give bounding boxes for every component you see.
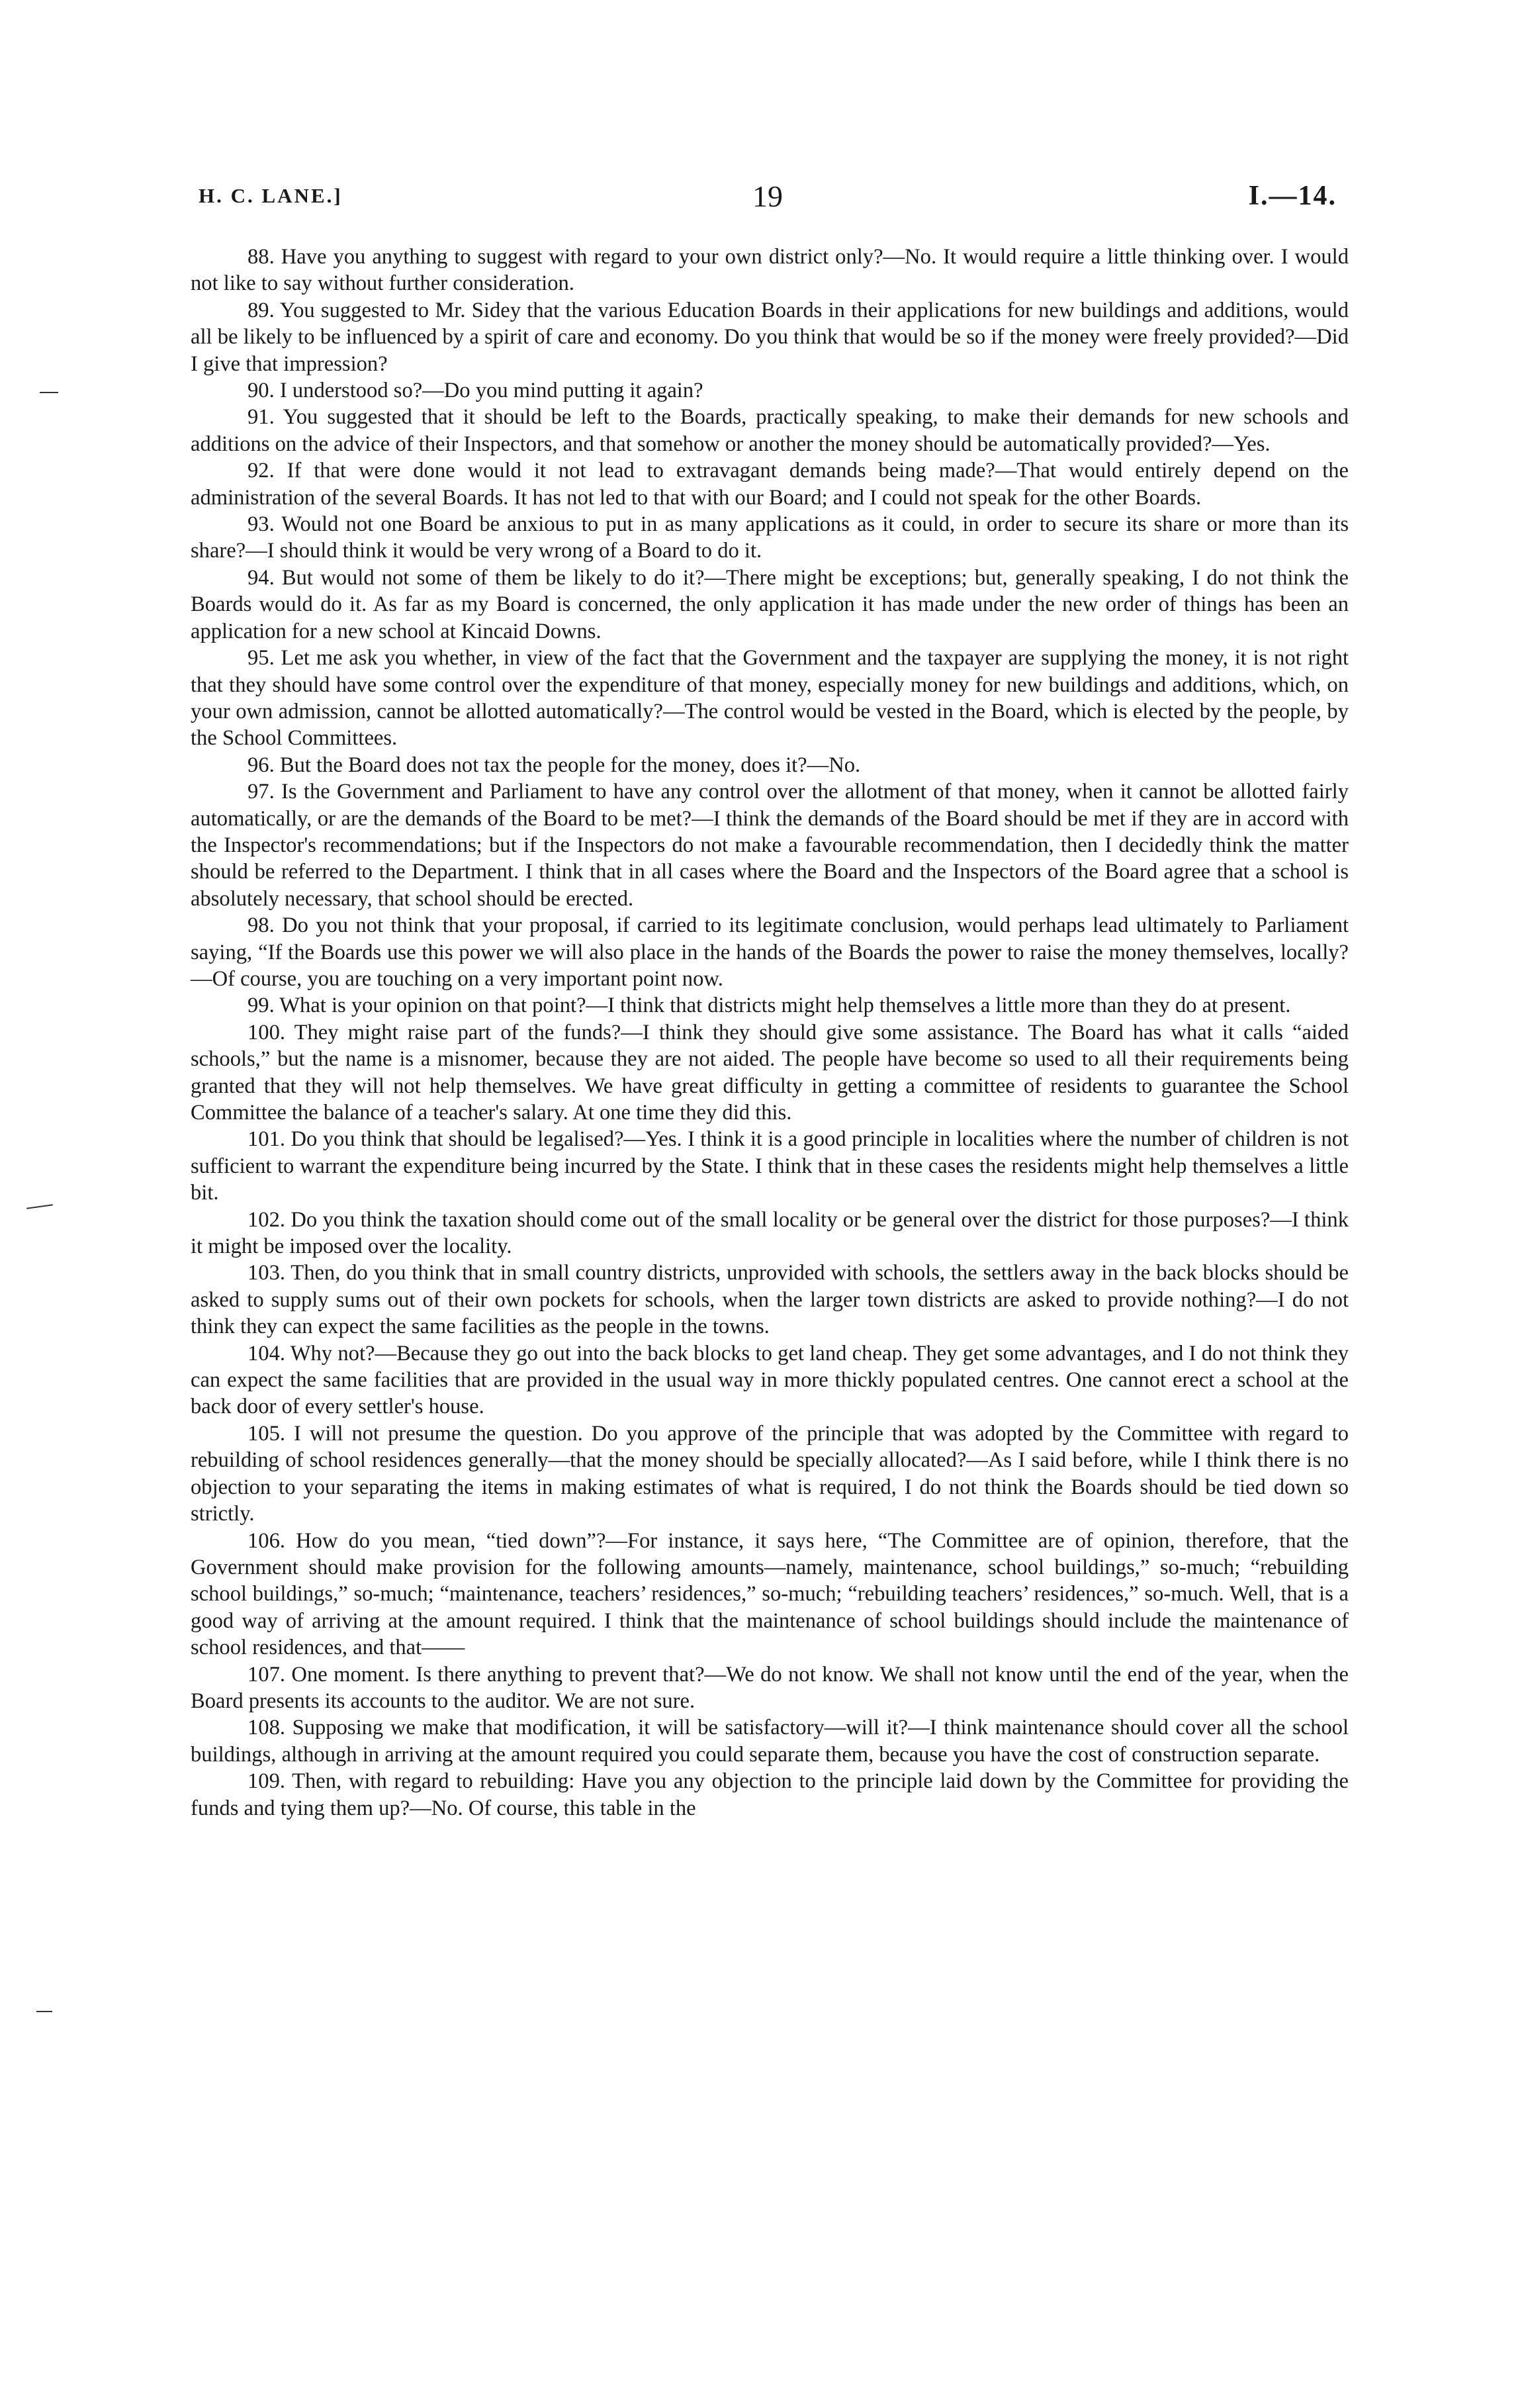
testimony-paragraph: 93. Would not one Board be anxious to put in as many applications as it could, in order to secure its share or more than its share?—I should think it would be very wrong of a Board to do it. [191,512,1349,563]
page-header [199,179,1337,218]
testimony-paragraph: 102. Do you think the taxation should come out of the small locality or be general over the district for those purposes?—I think it might be imposed over the locality. [191,1207,1349,1259]
testimony-paragraph: 88. Have you anything to suggest with regard to your own district only?—No. It would require a little thinking over. I would not like to say without further consideration. [191,245,1349,296]
testimony-paragraph: 106. How do you mean, “tied down”?—For instance, it says here, “The Committee are of opinion, therefore, that the Government should make provision for the following amounts—namely, maintenance, school buildings,” so-much; “rebuilding school buildings,” so-much; “maintenance, teachers’ residences,” so-much; “rebuilding teachers’ residences,” so-much. Well, that is a good way of arriving at the amount required. I think that the maintenance of school buildings should include the maintenance of school residences, and that—— [191,1528,1349,1660]
testimony-paragraph: 100. They might raise part of the funds?—I think they should give some assistance. The Board has what it calls “aided schools,” but the name is a misnomer, because they are not aided. The people have become so used to all their requirements being granted that they will not help themselves. We have great difficulty in getting a committee of residents to guarantee the School Committee the balance of a teacher's salary. At one time they did this. [191,1020,1349,1125]
testimony-paragraph: 96. But the Board does not tax the people for the money, does it?—No. [247,753,861,777]
testimony-paragraph: 109. Then, with regard to rebuilding: Have you any objection to the principle laid down by the Committee for providing the funds and tying them up?—No. Of course, this table in the [191,1769,1349,1820]
testimony-paragraph: 92. If that were done would it not lead to extravagant demands being made?—That would entirely depend on the administration of the several Boards. It has not led to that with our Board; and I could not speak for the other Boards. [191,459,1349,510]
testimony-paragraph: 101. Do you think that should be legalised?—Yes. I think it is a good principle in localities where the number of children is not sufficient to warrant the expenditure being incurred by the State. I think that in these cases the residents might help themselves a little bit. [191,1127,1349,1205]
margin-mark [40,392,58,393]
testimony-paragraph: 97. Is the Government and Parliament to have any control over the allotment of that money, when it cannot be allotted fairly automatically, or are the demands of the Board to be met?—I think the demands of the Board should be met if they are in accord with the Inspector's recommendations; but if the Inspectors do not make a favourable recommendation, then I decidedly think the matter should be referred to the Department. I think that in all cases where the Board and the Inspectors of the Board agree that a school is absolutely necessary, that school should be erected. [191,780,1349,911]
testimony-paragraph: 107. One moment. Is there anything to prevent that?—We do not know. We shall not know until the end of the year, when the Board presents its accounts to the auditor. We are not sure. [191,1662,1349,1713]
testimony-paragraph: 103. Then, do you think that in small country districts, unprovided with schools, the settlers away in the back blocks should be asked to supply sums out of their own pockets for schools, when the larger town districts are asked to provide nothing?—I do not think they can expect the same facilities as the people in the towns. [191,1261,1349,1339]
testimony-paragraph: 94. But would not some of them be likely to do it?—There might be exceptions; but, generally speaking, I do not think the Boards would do it. As far as my Board is concerned, the only application it has made under the new order of things has been an application for a new school at Kincaid Downs. [191,565,1349,643]
testimony-paragraph: 91. You suggested that it should be left to the Boards, practically speaking, to make their demands for new schools and additions on the advice of their Inspectors, and that somehow or another the money should be automatically provided?—Yes. [191,405,1349,456]
testimony-paragraph: 105. I will not presume the question. Do you approve of the principle that was adopted by the Committee with regard to rebuilding of school residences generally—that the money should be specially allocated?—As I said before, while I think there is no objection to your separating the items in making estimates of what is required, I do not think the Boards should be tied down so strictly. [191,1421,1349,1526]
testimony-paragraph: 95. Let me ask you whether, in view of the fact that the Government and the taxpayer are supplying the money, it is not right that they should have some control over the expenditure of that money, especially money for new buildings and additions, which, on your own admission, cannot be allotted automatically?—The control would be vested in the Board, which is elected by the people, by the School Committees. [191,646,1349,751]
testimony-paragraph: 108. Supposing we make that modification, it will be satisfactory—will it?—I think maintenance should cover all the school buildings, although in arriving at the amount required you could separate them, because you have the cost of construction separate. [191,1716,1349,1767]
testimony-paragraph: 104. Why not?—Because they go out into the back blocks to get land cheap. They get some advantages, and I do not think they can expect the same facilities that are provided in the usual way in more thickly populated centres. One cannot erect a school at the back door of every settler's house. [191,1341,1349,1419]
testimony-paragraph: 89. You suggested to Mr. Sidey that the various Education Boards in their applications for new buildings and additions, would all be likely to be influenced by a spirit of care and economy. Do you think that would be so if the money were freely provided?—Did I give that impression? [191,298,1349,376]
margin-mark [26,1204,53,1209]
testimony-paragraph: 90. I understood so?—Do you mind putting it again? [247,379,703,403]
header-paper-reference: I.—14. [1248,181,1337,211]
testimony-paragraph: 98. Do you not think that your proposal, if carried to its legitimate conclusion, would perhaps lead ultimately to Parliament saying, “If the Boards use this power we will also place in the hands of the Boards the power to raise the money themselves, locally?—Of course, you are touching on a very important point now. [191,913,1349,991]
testimony-body [191,244,1349,1822]
margin-mark [36,2011,52,2012]
page-number: 19 [752,179,783,213]
header-witness-name: H. C. LANE.] [199,184,343,207]
testimony-paragraph: 99. What is your opinion on that point?—I think that districts might help themselves a little more than they do at present. [247,994,1291,1018]
